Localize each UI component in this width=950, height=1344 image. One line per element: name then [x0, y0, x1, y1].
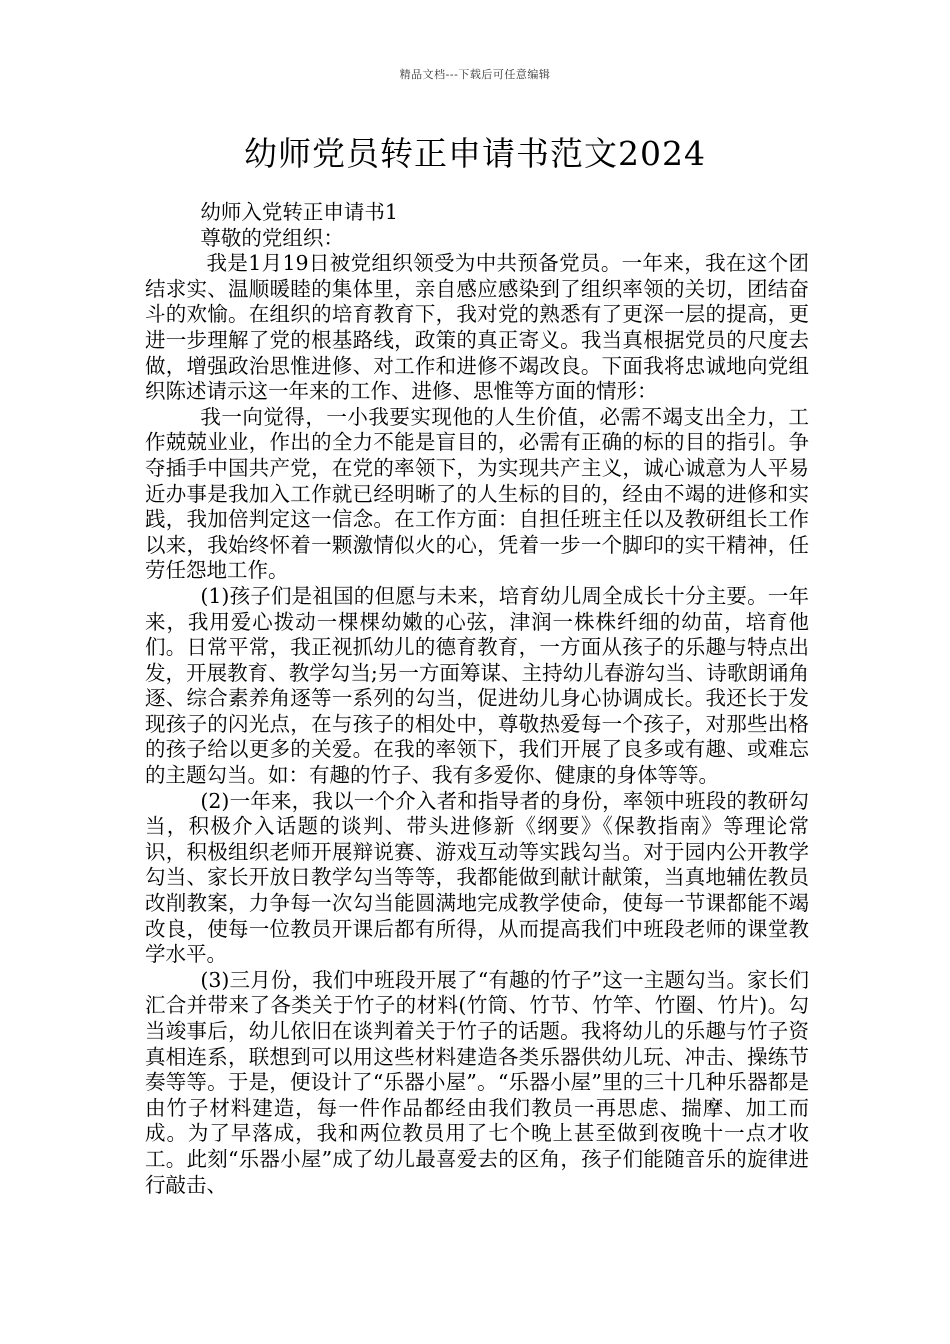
document-title: 幼师党员转正申请书范文2024	[244, 134, 706, 173]
section-subtitle: 幼师入党转正申请书1	[200, 200, 398, 224]
paragraph-2: 我一向觉得，一小我要实现他的人生价值，必需不竭支出全力，工作兢兢业业，作出的全力不能是盲目的，必需有正确的标的目的指引。争夺插手中国共产党，在党的率领下，为实现共产主义，诚心诚意为人平易近办事是我加入工作就已经明晰了的人生标的目的，经由不竭的进修和实践，我加倍判定这一信念。在工作方面：自担任班主任以及教研组长工作以来，我始终怀着一颗激情似火的心，凭着一步一个脚印的实干精神，任劳任怨地工作。	[145, 404, 809, 583]
paragraph-4: (2)一年来，我以一个介入者和指导者的身份，率领中班段的教研勾当，积极介入话题的谈判、带头进修新《纲要》《保教指南》等理论常识，积极组织老师开展辩说赛、游戏互动等实践勾当。对于园内公开教学勾当、家长开放日教学勾当等等，我都能做到献计献策，当真地辅佐教员改削教案，力争每一次勾当能圆满地完成教学使命，使每一节课都能不竭改良，使每一位教员开课后都有所得，从而提高我们中班段老师的课堂教学水平。	[145, 788, 809, 967]
document-body	[145, 200, 809, 1198]
paragraph-1: 我是1月19日被党组织领受为中共预备党员。一年来，我在这个团结求实、温顺暖睦的集体里，亲自感应感染到了组织率领的关切，团结奋斗的欢愉。在组织的培育教育下，我对党的熟悉有了更深一层的提高，更进一步理解了党的根基路线，政策的真正寄义。我当真根据党员的尺度去做，增强政治思惟进修、对工作和进修不竭改良。下面我将忠诚地向党组织陈述请示这一年来的工作、进修、思惟等方面的情形：	[145, 251, 809, 404]
paragraph-3: (1)孩子们是祖国的但愿与未来，培育幼儿周全成长十分主要。一年来，我用爱心拨动一棵棵幼嫩的心弦，津润一株株纤细的幼苗，培育他们。日常平常，我正视抓幼儿的德育教育，一方面从孩子的乐趣与特点出发，开展教育、教学勾当;另一方面筹谋、主持幼儿春游勾当、诗歌朗诵角逐、综合素养角逐等一系列的勾当，促进幼儿身心协调成长。我还长于发现孩子的闪光点，在与孩子的相处中，尊敬热爱每一个孩子，对那些出格的孩子给以更多的关爱。在我的率领下，我们开展了良多或有趣、或难忘的主题勾当。如：有趣的竹子、我有多爱你、健康的身体等等。	[145, 583, 809, 788]
paragraph-5: (3)三月份，我们中班段开展了“有趣的竹子”这一主题勾当。家长们汇合并带来了各类关于竹子的材料(竹筒、竹节、竹竿、竹圈、竹片)。勾当竣事后，幼儿依旧在谈判着关于竹子的话题。我将幼儿的乐趣与竹子资真相连系，联想到可以用这些材料建造各类乐器供幼儿玩、冲击、操练节奏等等。于是，便设计了“乐器小屋”。“乐器小屋”里的三十几种乐器都是由竹子材料建造，每一件作品都经由我们教员一再思虑、揣摩、加工而成。为了早落成，我和两位教员用了七个晚上甚至做到夜晚十一点才收工。此刻“乐器小屋”成了幼儿最喜爱去的区角，孩子们能随音乐的旋律进行敲击、	[145, 967, 809, 1197]
header-note: 精品文档---下载后可任意编辑	[399, 68, 551, 81]
salutation: 尊敬的党组织：	[200, 225, 344, 250]
